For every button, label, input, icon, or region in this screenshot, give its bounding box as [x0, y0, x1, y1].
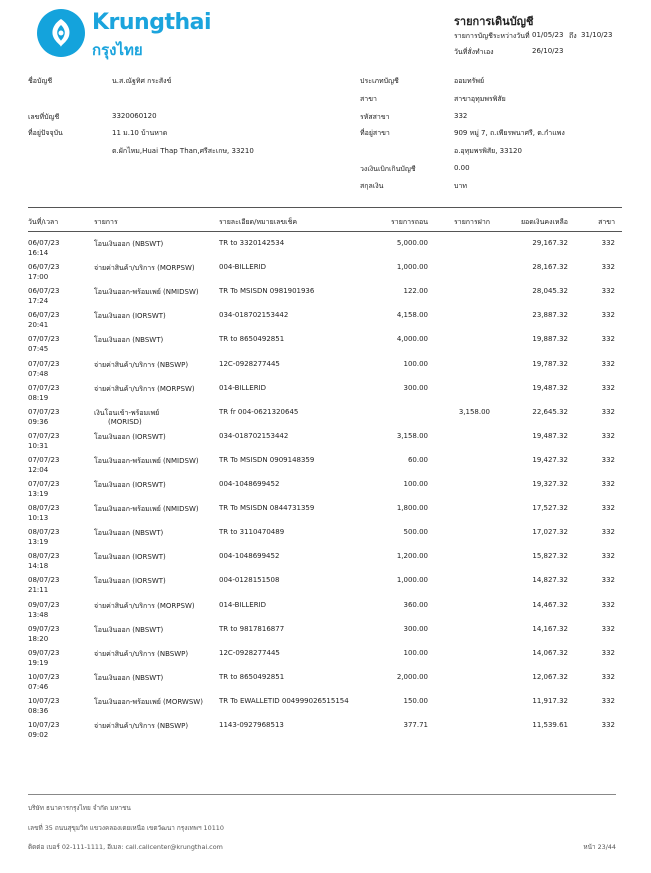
table-row: [0, 384, 651, 408]
table-row: [0, 456, 651, 480]
branch-code: 332: [454, 112, 468, 120]
cell-balance: 29,167.32: [532, 239, 568, 247]
table-row: [0, 721, 651, 745]
cell-detail: 004-1048699452: [219, 480, 280, 488]
cell-withdraw: 1,000.00: [396, 263, 428, 272]
cell-balance: 19,487.32: [532, 383, 568, 392]
cell-branch: 332: [601, 504, 615, 513]
cell-time: 20:41: [28, 321, 49, 330]
cell-withdraw: 3,158.00: [396, 431, 428, 440]
cell-desc2: (MORISD): [108, 417, 142, 426]
cell-balance: 23,887.32: [532, 311, 568, 320]
branch-address-line1: 909 หมู่ 7, ถ.เพียรพนาศรี, ต.กำแพง: [454, 129, 565, 137]
cell-detail: TR to 3320142534: [219, 239, 285, 247]
account-name-label: ชื่อบัญชี: [28, 77, 53, 85]
bank-logo-icon: [37, 9, 85, 57]
cell-branch: 332: [601, 335, 615, 344]
cell-time: 13:48: [28, 610, 49, 619]
cell-branch: 332: [601, 721, 615, 729]
overdraft-label: วงเงินเบิกเกินบัญชี: [360, 165, 416, 173]
cell-branch: 332: [601, 239, 615, 247]
divider-header: [28, 231, 622, 232]
cell-detail: TR To MSISDN 0981901936: [219, 287, 315, 296]
table-row: [0, 432, 651, 456]
cell-withdraw: 300.00: [403, 383, 428, 392]
cell-date: 06/07/23: [28, 311, 60, 320]
cell-time: 12:04: [28, 465, 49, 474]
table-row: [0, 528, 651, 552]
print-date-label: วันที่สั่งทำเอง: [454, 48, 494, 56]
currency: บาท: [454, 182, 467, 190]
cell-desc: โอนเงินออก (IORSWT): [94, 577, 166, 586]
cell-detail: 034-018702153442: [219, 311, 289, 320]
cell-desc: โอนเงินออก (IORSWT): [94, 481, 166, 489]
cell-withdraw: 1,200.00: [396, 552, 428, 561]
table-row: [0, 649, 651, 673]
cell-detail: TR to 3110470489: [219, 528, 285, 537]
cell-date: 07/07/23: [28, 335, 60, 344]
cell-time: 18:20: [28, 634, 49, 643]
cell-detail: 004-0128151508: [219, 576, 280, 585]
cell-time: 10:13: [28, 514, 49, 523]
cell-branch: 332: [601, 455, 615, 464]
cell-balance: 14,067.32: [532, 648, 568, 657]
cell-desc: โอนเงินออก-พร้อมเพย์ (NMIDSW): [94, 456, 199, 465]
cell-balance: 15,827.32: [532, 552, 568, 561]
cell-desc: จ่ายค่าสินค้า/บริการ (MORPSW): [94, 264, 195, 273]
footer-company: บริษัท ธนาคารกรุงไทย จำกัด มหาชน: [28, 804, 131, 812]
col-withdraw: รายการถอน: [391, 218, 428, 226]
table-row: [0, 287, 651, 311]
currency-label: สกุลเงิน: [360, 182, 384, 190]
cell-branch: 332: [601, 528, 615, 537]
branch-address-line2: อ.อุทุมพรพิสัย, 33120: [454, 147, 522, 155]
cell-detail: TR To EWALLETID 004999026515154: [219, 696, 349, 705]
period-from: 01/05/23: [532, 31, 564, 39]
col-balance: ยอดเงินคงเหลือ: [520, 218, 568, 226]
cell-time: 21:11: [28, 586, 49, 595]
cell-detail: TR to 8650492851: [219, 335, 285, 344]
table-row: [0, 311, 651, 335]
cell-branch: 332: [601, 311, 615, 320]
cell-withdraw: 100.00: [403, 359, 428, 368]
cell-balance: 19,887.32: [532, 335, 568, 344]
page-number: หน้า 23/44: [583, 843, 616, 851]
cell-withdraw: 360.00: [403, 600, 428, 609]
cell-detail: 004-BILLERID: [219, 263, 267, 272]
branch-address-label: ที่อยู่สาขา: [360, 129, 390, 137]
col-desc: รายการ: [94, 218, 118, 226]
table-row: [0, 601, 651, 625]
table-row: [0, 480, 651, 504]
period-label: รายการบัญชีระหว่างวันที่: [454, 32, 530, 40]
cell-branch: 332: [601, 552, 615, 561]
cell-branch: 332: [601, 624, 615, 633]
cell-desc: โอนเงินออก (NBSWT): [94, 240, 164, 248]
cell-desc: โอนเงินออก (NBSWT): [94, 625, 164, 634]
cell-date: 07/07/23: [28, 455, 60, 464]
cell-time: 16:14: [28, 249, 49, 257]
account-number: 3320060120: [112, 112, 157, 120]
cell-balance: 14,467.32: [532, 600, 568, 609]
account-number-label: เลขที่บัญชี: [28, 113, 60, 121]
cell-time: 08:19: [28, 393, 49, 402]
cell-balance: 28,045.32: [532, 287, 568, 296]
cell-branch: 332: [601, 672, 615, 681]
cell-detail: 014-BILLERID: [219, 383, 267, 392]
col-deposit: รายการฝาก: [454, 218, 490, 226]
col-branch: สาขา: [598, 218, 615, 226]
cell-withdraw: 4,000.00: [396, 335, 428, 344]
period-to-label: ถึง: [569, 32, 577, 40]
cell-branch: 332: [601, 407, 615, 416]
col-detail: รายละเอียด/หมายเลขเช็ค: [219, 218, 297, 226]
cell-time: 07:48: [28, 369, 49, 378]
table-row: [0, 263, 651, 287]
cell-branch: 332: [601, 359, 615, 368]
brand-name-th: กรุงไทย: [92, 41, 143, 59]
cell-date: 09/07/23: [28, 624, 60, 633]
table-row: [0, 576, 651, 600]
cell-desc: โอนเงินออก-พร้อมเพย์ (MORWSW): [94, 697, 203, 706]
cell-withdraw: 122.00: [403, 287, 428, 296]
cell-date: 06/07/23: [28, 263, 60, 272]
footer-address: เลขที่ 35 ถนนสุขุมวิท แขวงคลองเตยเหนือ เขตวัฒนา กรุงเทพฯ 10110: [28, 824, 224, 832]
cell-time: 07:45: [28, 345, 49, 354]
cell-balance: 19,487.32: [532, 431, 568, 440]
cell-detail: TR fr 004-0621320645: [219, 407, 299, 416]
divider-top: [28, 207, 622, 208]
cell-branch: 332: [601, 576, 615, 585]
cell-detail: 004-1048699452: [219, 552, 280, 561]
cell-withdraw: 60.00: [407, 455, 428, 464]
cell-balance: 19,427.32: [532, 455, 568, 464]
col-datetime: วันที่/เวลา: [28, 218, 59, 226]
table-row: [0, 504, 651, 528]
cell-date: 06/07/23: [28, 287, 60, 296]
table-row: [0, 697, 651, 721]
overdraft: 0.00: [454, 164, 470, 172]
cell-desc: โอนเงินออก (IORSWT): [94, 312, 166, 321]
cell-withdraw: 5,000.00: [396, 239, 428, 247]
cell-desc: จ่ายค่าสินค้า/บริการ (NBSWP): [94, 360, 189, 369]
cell-time: 09:36: [28, 417, 49, 426]
branch-label: สาขา: [360, 95, 377, 103]
cell-time: 07:46: [28, 682, 49, 691]
address-label: ที่อยู่ปัจจุบัน: [28, 129, 63, 137]
cell-desc: โอนเงินออก (IORSWT): [94, 432, 166, 441]
table-row: [0, 673, 651, 697]
cell-date: 09/07/23: [28, 600, 60, 609]
cell-time: 17:24: [28, 297, 49, 306]
cell-balance: 17,527.32: [532, 504, 568, 513]
cell-detail: 12C-0928277445: [219, 648, 280, 657]
cell-branch: 332: [601, 287, 615, 296]
cell-date: 08/07/23: [28, 528, 60, 537]
print-date: 26/10/23: [532, 47, 564, 55]
cell-detail: TR to 8650492851: [219, 672, 285, 681]
cell-time: 09:02: [28, 731, 49, 739]
cell-date: 06/07/23: [28, 239, 60, 247]
cell-branch: 332: [601, 696, 615, 705]
cell-branch: 332: [601, 263, 615, 272]
cell-date: 07/07/23: [28, 431, 60, 440]
brand-name-en: Krungthai: [92, 10, 212, 35]
cell-withdraw: 500.00: [403, 528, 428, 537]
cell-detail: 014-BILLERID: [219, 600, 267, 609]
cell-withdraw: 100.00: [403, 648, 428, 657]
table-row: [0, 625, 651, 649]
cell-desc: โอนเงินออก (NBSWT): [94, 336, 164, 345]
cell-date: 10/07/23: [28, 672, 60, 681]
cell-detail: 1143-0927968513: [219, 721, 284, 729]
cell-withdraw: 4,158.00: [396, 311, 428, 320]
cell-desc: จ่ายค่าสินค้า/บริการ (NBSWP): [94, 722, 189, 730]
table-row: [0, 239, 651, 263]
cell-time: 17:00: [28, 273, 49, 282]
account-type-label: ประเภทบัญชี: [360, 77, 399, 85]
divider-footer: [28, 794, 616, 795]
cell-date: 09/07/23: [28, 648, 60, 657]
cell-withdraw: 377.71: [403, 721, 428, 729]
cell-date: 07/07/23: [28, 383, 60, 392]
cell-branch: 332: [601, 600, 615, 609]
cell-time: 08:36: [28, 706, 49, 715]
cell-desc: โอนเงินออก (IORSWT): [94, 553, 166, 562]
cell-date: 08/07/23: [28, 576, 60, 585]
cell-date: 08/07/23: [28, 552, 60, 561]
cell-balance: 14,827.32: [532, 576, 568, 585]
cell-balance: 28,167.32: [532, 263, 568, 272]
table-row: [0, 408, 651, 432]
cell-withdraw: 2,000.00: [396, 672, 428, 681]
cell-desc: จ่ายค่าสินค้า/บริการ (NBSWP): [94, 649, 189, 658]
cell-date: 07/07/23: [28, 480, 60, 488]
cell-date: 07/07/23: [28, 407, 60, 416]
account-name: น.ส.ณัฐทิศ กระสังข์: [112, 77, 172, 85]
cell-branch: 332: [601, 480, 615, 488]
cell-balance: 12,067.32: [532, 672, 568, 681]
cell-time: 10:31: [28, 441, 49, 450]
cell-balance: 17,027.32: [532, 528, 568, 537]
cell-balance: 22,645.32: [532, 407, 568, 416]
cell-date: 10/07/23: [28, 721, 60, 729]
cell-desc: จ่ายค่าสินค้า/บริการ (MORPSW): [94, 601, 195, 610]
table-row: [0, 360, 651, 384]
cell-withdraw: 300.00: [403, 624, 428, 633]
cell-balance: 11,539.61: [532, 721, 568, 729]
cell-desc: จ่ายค่าสินค้า/บริการ (MORPSW): [94, 384, 195, 393]
cell-date: 08/07/23: [28, 504, 60, 513]
cell-deposit: 3,158.00: [458, 407, 490, 416]
cell-branch: 332: [601, 648, 615, 657]
account-type: ออมทรัพย์: [454, 77, 485, 85]
cell-desc: เงินโอนเข้า-พร้อมเพย์: [94, 408, 160, 417]
cell-balance: 19,787.32: [532, 359, 568, 368]
cell-detail: TR to 9817816877: [219, 624, 285, 633]
cell-branch: 332: [601, 431, 615, 440]
cell-time: 19:19: [28, 658, 49, 667]
cell-date: 07/07/23: [28, 359, 60, 368]
cell-detail: 034-018702153442: [219, 431, 289, 440]
cell-time: 13:19: [28, 490, 49, 498]
cell-withdraw: 150.00: [403, 696, 428, 705]
cell-desc: โอนเงินออก (NBSWT): [94, 673, 164, 682]
footer-contact: ติดต่อ เบอร์ 02-111-1111, อีเมล: call.callcenter@krungthai.com: [28, 843, 223, 851]
cell-date: 10/07/23: [28, 696, 60, 705]
page-title: รายการเดินบัญชี: [454, 15, 534, 28]
cell-withdraw: 100.00: [403, 480, 428, 488]
cell-detail: 12C-0928277445: [219, 359, 280, 368]
cell-desc: โอนเงินออก-พร้อมเพย์ (NMIDSW): [94, 288, 199, 297]
cell-balance: 11,917.32: [532, 696, 568, 705]
cell-withdraw: 1,800.00: [396, 504, 428, 513]
branch-code-label: รหัสสาขา: [360, 113, 390, 121]
table-row: [0, 335, 651, 359]
cell-time: 14:18: [28, 562, 49, 571]
branch: สาขาอุทุมพรพิสัย: [454, 95, 506, 103]
address-line1: 11 ม.10 บ้านหาด: [112, 129, 168, 137]
cell-branch: 332: [601, 383, 615, 392]
cell-withdraw: 1,000.00: [396, 576, 428, 585]
cell-time: 13:19: [28, 538, 49, 547]
table-row: [0, 552, 651, 576]
cell-balance: 14,167.32: [532, 624, 568, 633]
address-line2: ต.ผักไหม,Huai Thap Than,ศรีสะเกษ, 33210: [112, 147, 254, 155]
period-to: 31/10/23: [581, 31, 613, 39]
cell-desc: โอนเงินออก-พร้อมเพย์ (NMIDSW): [94, 505, 199, 514]
cell-desc: โอนเงินออก (NBSWT): [94, 529, 164, 538]
cell-detail: TR To MSISDN 0844731359: [219, 504, 315, 513]
cell-balance: 19,327.32: [532, 480, 568, 488]
cell-detail: TR To MSISDN 0909148359: [219, 455, 315, 464]
